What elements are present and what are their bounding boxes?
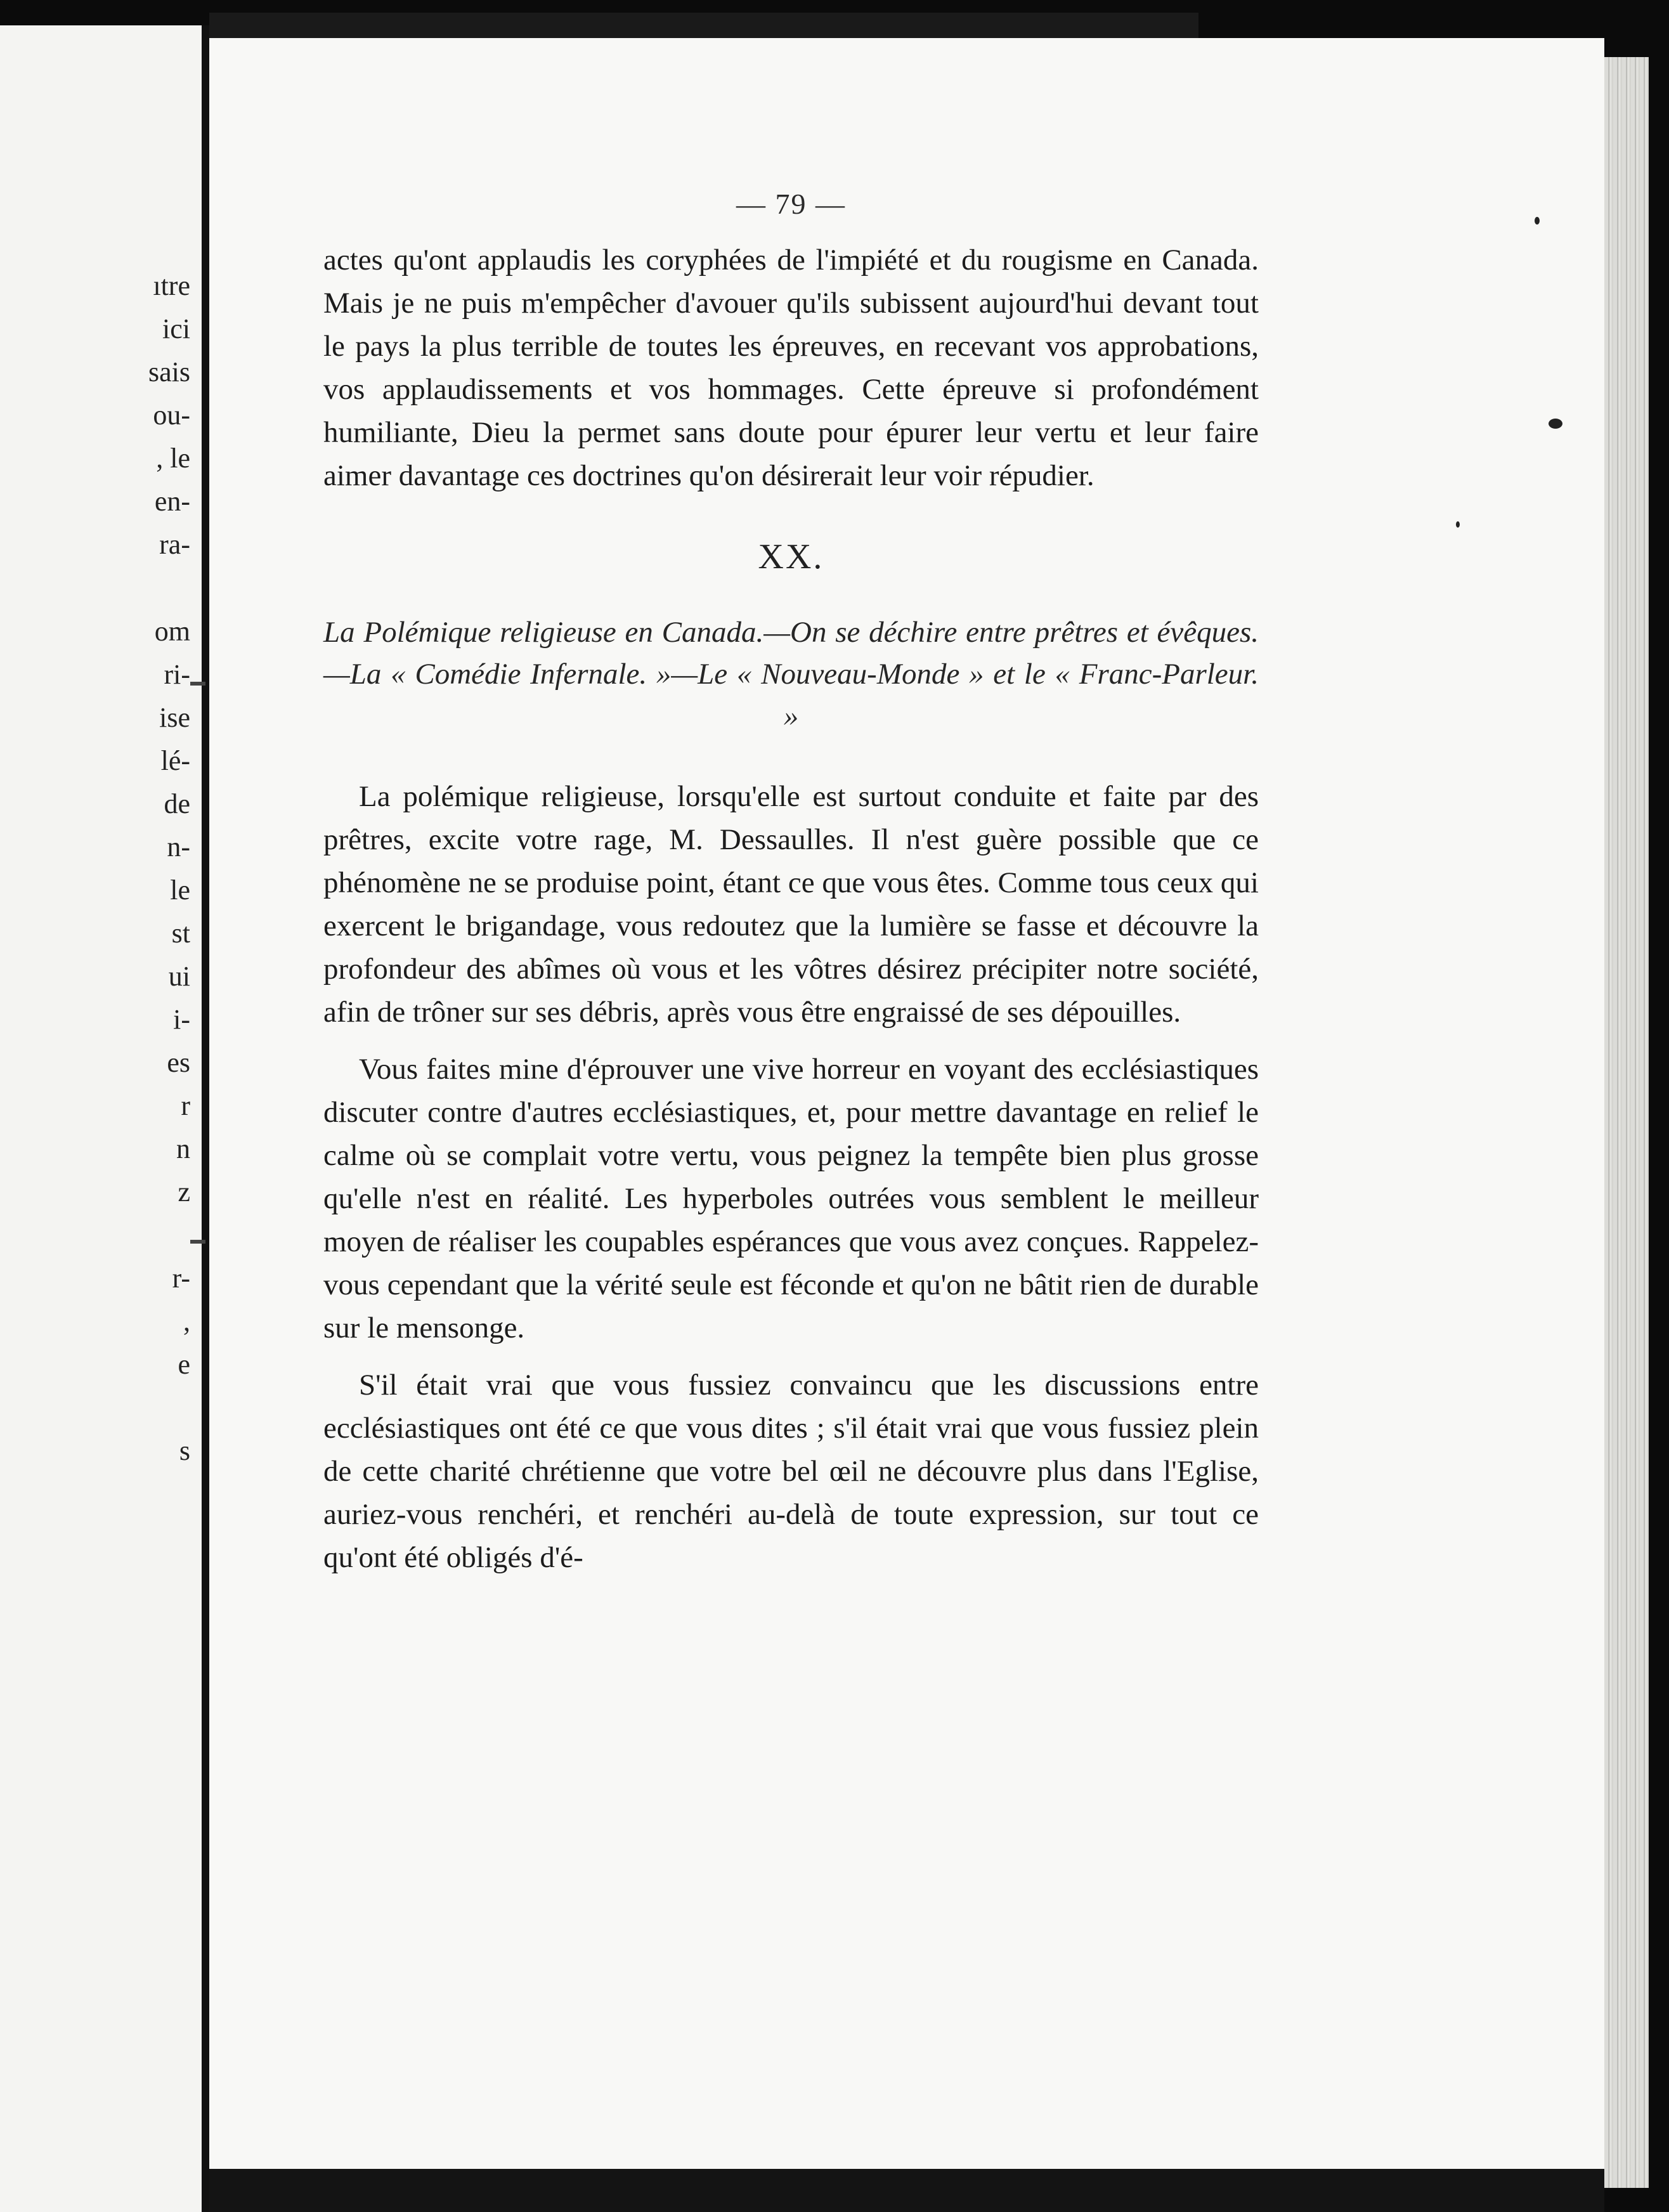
left-fragment: n: [176, 1133, 190, 1164]
left-fragment: ,: [183, 1306, 190, 1337]
bottom-shadow: [209, 2169, 1604, 2212]
left-fragment: s: [179, 1435, 190, 1466]
left-fragment: i-: [173, 1004, 190, 1035]
left-fragment: ou-: [153, 400, 190, 431]
ink-speck: [1456, 521, 1460, 528]
paragraph: S'il était vrai que vous fussiez convaincu que les discussions entre ecclésiastiques ont été ce que vous dites ; s'il était vrai que vous fussiez plein de cette charité chrétienne que votre bel œil ne découvre plus dans l'Eglise, auriez-vous renchéri, et renchéri au-delà de toute expression, sur tout ce qu'ont été obligés d'é-: [323, 1369, 1259, 1574]
body-text: [323, 238, 1259, 497]
paragraph: Vous faites mine d'éprouver une vive horreur en voyant des ecclésiastiques discuter contre d'autres ecclésiastiques, et, pour mettre davantage en relief le calme où se complait votre vertu, vous peignez la tempête bien plus grosse qu'elle n'est en réalité. Les hyperboles outrées vous semblent le meilleur moyen de réaliser les coupables espérances que vous avez conçues. Rappelez-vous cependant que la vérité seule est féconde et qu'on ne bâtit rien de durable sur le mensonge.: [323, 1053, 1259, 1344]
opening-paragraph: actes qu'ont applaudis les coryphées de l'impiété et du rougisme en Canada. Mais je ne puis m'empêcher d'avouer qu'ils subissent aujourd'hui devant tout le pays la plus terrible de toutes les épreuves, en recevant vos approbations, vos applaudissements et vos hommages. Cette épreuve si profondément humiliante, Dieu la permet sans doute pour épurer leur vertu et leur faire aimer davantage ces doctrines qu'on désirerait leur voir répudier.: [323, 244, 1259, 492]
left-fragment: ise: [159, 702, 190, 733]
left-fragment: r: [181, 1090, 190, 1121]
left-fragment: n-: [167, 831, 190, 862]
left-fragment: om: [154, 616, 190, 647]
page-text-block: [323, 187, 1259, 1579]
section-summary: La Polémique religieuse en Canada.—On se déchire entre prêtres et évêques.—La « Comédie Infernale. »—Le « Nouveau-Monde » et le « Franc-Parleur. »: [323, 616, 1259, 732]
left-page-fragment: [0, 25, 202, 2212]
left-fragment: de: [164, 788, 190, 819]
gutter-tick-mark: [190, 1240, 205, 1244]
body-text: [323, 775, 1259, 1579]
left-fragment: ıtre: [153, 270, 190, 301]
left-fragment: es: [167, 1047, 190, 1078]
gutter-tick-mark: [190, 682, 205, 686]
left-fragment: ui: [168, 961, 190, 992]
left-fragment: r-: [172, 1263, 190, 1294]
left-fragment: st: [171, 918, 190, 949]
left-fragment: e: [178, 1349, 190, 1380]
page-number: — 79 —: [736, 188, 846, 220]
left-fragment: sais: [148, 356, 190, 387]
left-fragment: ra-: [159, 529, 190, 560]
left-page-text-fragments: [0, 25, 190, 2212]
left-fragment: , le: [156, 443, 190, 474]
paragraph: La polémique religieuse, lorsqu'elle est surtout conduite et faite par des prêtres, excite votre rage, M. Dessaulles. Il n'est guère possible que ce phénomène ne se produise point, étant ce que vous êtes. Comme tous ceux qui exercent le brigandage, vous redoutez que la lumière se fasse et découvre la profondeur des abîmes où vous et les vôtres désirez précipiter notre société, afin de trôner sur ses débris, après vous être engraissé de ses dépouilles.: [323, 780, 1259, 1029]
left-fragment: en-: [154, 486, 190, 517]
book-gutter: [202, 25, 209, 2212]
section-heading: XX.: [758, 537, 824, 576]
page-edges: [1604, 57, 1649, 2188]
left-fragment: lé-: [160, 745, 190, 776]
left-fragment: ri-: [164, 659, 190, 690]
ink-speck: [1549, 419, 1562, 429]
ink-speck: [1535, 217, 1540, 224]
left-fragment: ici: [162, 313, 190, 344]
left-fragment: le: [170, 875, 190, 906]
left-fragment: z: [178, 1176, 190, 1207]
